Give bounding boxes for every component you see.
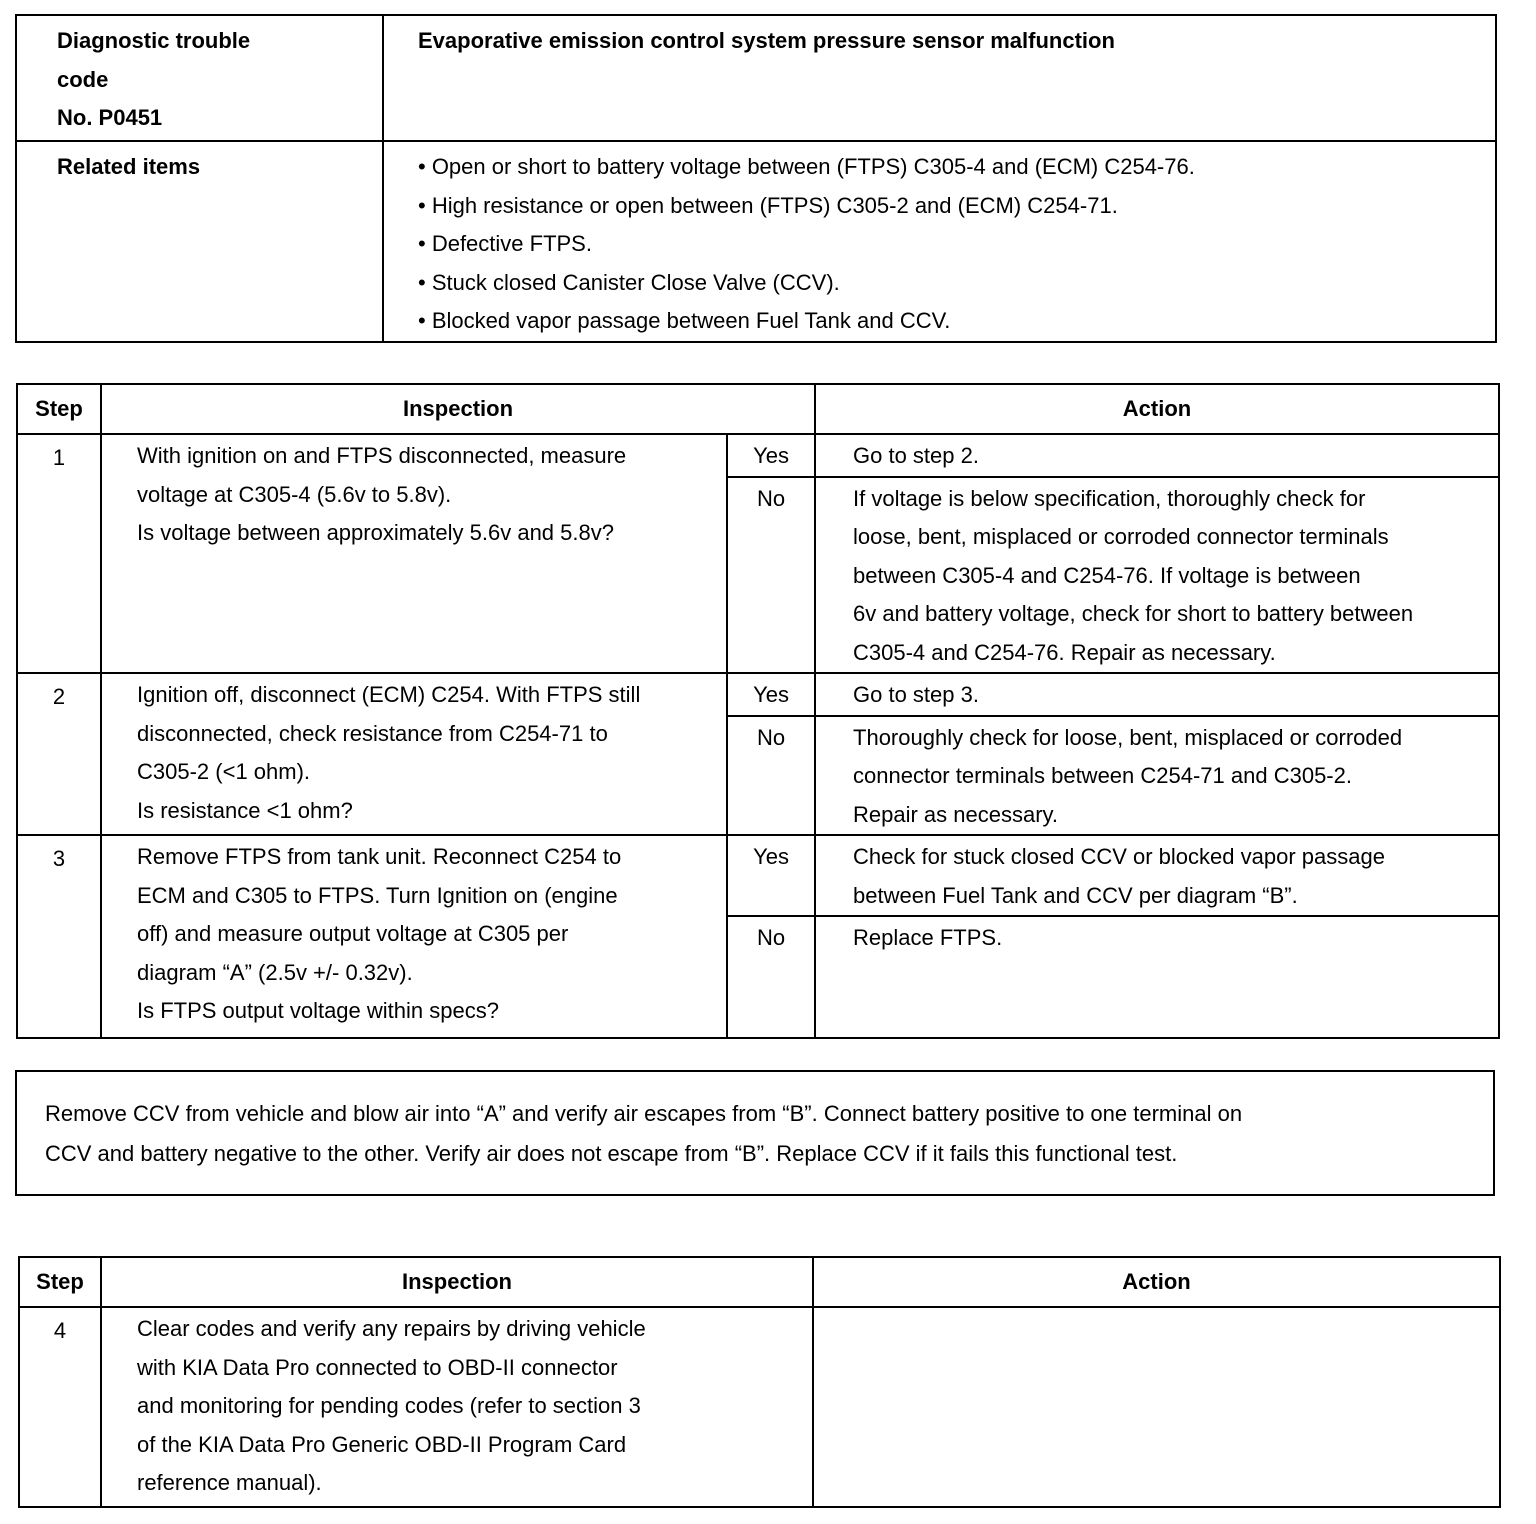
related-item: • Stuck closed Canister Close Valve (CCV).: [418, 269, 840, 295]
yes-label: Yes: [727, 835, 815, 916]
action-line: Repair as necessary.: [853, 801, 1059, 827]
inspection-line: Remove FTPS from tank unit. Reconnect C254 to: [137, 844, 622, 869]
yes-label: Yes: [727, 673, 815, 716]
no-label: No: [727, 716, 815, 836]
inspection-line: Clear codes and verify any repairs by driving vehicle: [137, 1316, 646, 1341]
yes-label: Yes: [727, 434, 815, 477]
step-header: Step: [17, 384, 101, 434]
related-item: • Blocked vapor passage between Fuel Tank and CCV.: [418, 308, 951, 333]
inspection-line: Is resistance <1 ohm?: [137, 797, 353, 823]
related-items-label-cell: [16, 141, 383, 342]
action-header: Action: [815, 384, 1499, 434]
action-line: Go to step 3.: [853, 682, 979, 707]
action-line: between C305-4 and C254-76. If voltage is between: [853, 562, 1361, 588]
inspection-line: and monitoring for pending codes (refer to section 3: [137, 1393, 641, 1418]
related-items-label: Related items: [57, 154, 201, 179]
inspection-line: with KIA Data Pro connected to OBD-II connector: [137, 1354, 618, 1380]
inspection-line: Is voltage between approximately 5.6v and 5.8v?: [137, 520, 614, 545]
no-label: No: [727, 916, 815, 1038]
inspection-line: Ignition off, disconnect (ECM) C254. With FTPS still: [137, 682, 641, 707]
inspection-line: voltage at C305-4 (5.6v to 5.8v).: [137, 481, 452, 507]
step-inspection: [101, 673, 727, 835]
action-line: connector terminals between C254-71 and C305-2.: [853, 763, 1352, 788]
step-inspection: [101, 1307, 813, 1507]
related-items-list: [383, 141, 1496, 342]
inspection-header: Inspection: [101, 384, 815, 434]
dtc-code-cell: [16, 15, 383, 141]
action-line: Go to step 2.: [853, 443, 979, 468]
step4-action-empty: [813, 1307, 1500, 1507]
action-line: between Fuel Tank and CCV per diagram “B”.: [853, 882, 1298, 908]
action-header: Action: [813, 1257, 1500, 1307]
dtc-description-cell: [383, 15, 1496, 141]
note-line: Remove CCV from vehicle and blow air into “A” and verify air escapes from “B”. Connect battery positive to one terminal on: [45, 1101, 1243, 1126]
yes-action: [815, 434, 1499, 477]
dtc-code-number: No. P0451: [57, 105, 163, 130]
related-item: • Open or short to battery voltage between (FTPS) C305-4 and (ECM) C254-76.: [418, 154, 1195, 179]
step-inspection: [101, 835, 727, 1038]
inspection-line: With ignition on and FTPS disconnected, measure: [137, 443, 627, 468]
dtc-description: Evaporative emission control system pressure sensor malfunction: [418, 28, 1115, 53]
action-line: Check for stuck closed CCV or blocked vapor passage: [853, 844, 1385, 869]
action-line: If voltage is below specification, thoroughly check for: [853, 485, 1366, 511]
inspection-header: Inspection: [101, 1257, 813, 1307]
dtc-table: [15, 14, 1497, 343]
inspection-line: disconnected, check resistance from C254-71 to: [137, 720, 608, 746]
yes-action: [815, 835, 1499, 916]
no-action: [815, 916, 1499, 1038]
action-line: C305-4 and C254-76. Repair as necessary.: [853, 639, 1276, 665]
dtc-code-label-line: code: [57, 66, 109, 92]
verification-step-table: [18, 1256, 1501, 1508]
no-action: [815, 477, 1499, 674]
step-inspection: [101, 434, 727, 673]
dtc-code-label-line: Diagnostic trouble: [57, 28, 251, 53]
action-line: loose, bent, misplaced or corroded connector terminals: [853, 524, 1389, 549]
action-line: 6v and battery voltage, check for short to battery between: [853, 601, 1414, 626]
step-number: 2: [17, 673, 101, 835]
action-line: Thoroughly check for loose, bent, misplaced or corroded: [853, 724, 1403, 750]
inspection-line: Is FTPS output voltage within specs?: [137, 998, 499, 1023]
inspection-steps-table: [16, 383, 1500, 1039]
related-item: • High resistance or open between (FTPS) C305-2 and (ECM) C254-71.: [418, 192, 1118, 218]
note-line: CCV and battery negative to the other. Verify air does not escape from “B”. Replace CCV if it fails this functional test.: [45, 1141, 1178, 1166]
no-action: [815, 716, 1499, 836]
action-line: Replace FTPS.: [853, 925, 1003, 950]
inspection-line: off) and measure output voltage at C305 per: [137, 921, 569, 946]
step-number: 3: [17, 835, 101, 1038]
ccv-test-note: [15, 1070, 1495, 1196]
inspection-line: reference manual).: [137, 1470, 322, 1495]
inspection-line: C305-2 (<1 ohm).: [137, 759, 311, 784]
step-number: 4: [19, 1307, 101, 1507]
step-number: 1: [17, 434, 101, 673]
yes-action: [815, 673, 1499, 716]
inspection-line: diagram “A” (2.5v +/- 0.32v).: [137, 959, 413, 985]
related-item: • Defective FTPS.: [418, 231, 592, 256]
inspection-line: of the KIA Data Pro Generic OBD-II Program Card: [137, 1431, 627, 1457]
step-header: Step: [19, 1257, 101, 1307]
no-label: No: [727, 477, 815, 674]
inspection-line: ECM and C305 to FTPS. Turn Ignition on (engine: [137, 882, 618, 908]
